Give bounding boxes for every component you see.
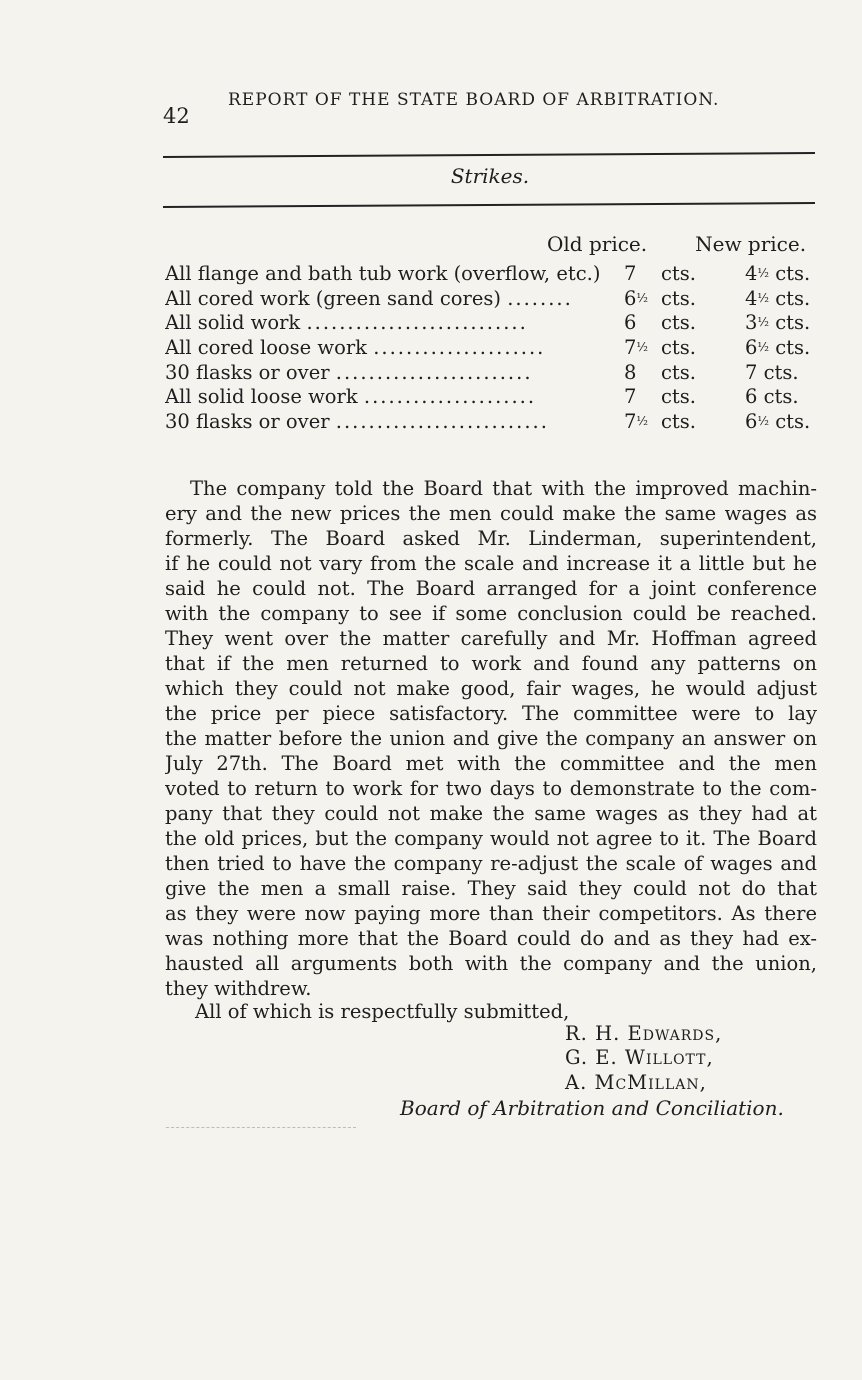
old-price-fraction: ½: [636, 290, 649, 305]
paragraph-line: that if the men returned to work and found any patterns on: [165, 652, 817, 675]
print-smudge: [166, 1127, 356, 1128]
price-row: [165, 262, 820, 287]
new-price-value: [745, 361, 799, 384]
price-row-item: [165, 361, 620, 384]
old-price-unit: cts.: [661, 262, 696, 285]
old-price-fraction: ½: [636, 414, 649, 429]
paragraph-line: the old prices, but the company would not agree to it. The Board: [165, 827, 817, 850]
price-row-item: [165, 311, 620, 334]
section-title: Strikes.: [450, 164, 530, 188]
signature-edwards: R. H. Edwards,: [565, 1022, 723, 1045]
price-row-item: [165, 287, 620, 310]
leader-dots: .....................: [373, 336, 546, 360]
new-price-unit: cts.: [775, 286, 811, 310]
new-price-unit: cts.: [763, 360, 799, 384]
paragraph-line: ery and the new prices the men could make the same wages as: [165, 502, 817, 525]
price-row: [165, 385, 820, 410]
new-price-value: [745, 336, 810, 359]
price-row-item-text: All cored work (green sand cores): [165, 286, 501, 310]
old-price-unit: cts.: [661, 286, 696, 310]
price-row-item-text: 30 flasks or over: [165, 360, 330, 384]
price-row: [165, 336, 820, 361]
paragraph-line: which they could not make good, fair wages, he would adjust: [165, 677, 817, 700]
old-price-whole: 7: [624, 336, 637, 360]
price-row: [165, 287, 820, 312]
paragraph-line: they withdrew.: [165, 977, 312, 1000]
paragraph-line: then tried to have the company re-adjust the scale of wages and: [165, 852, 817, 875]
price-row-item-text: All cored loose work: [165, 336, 367, 360]
leader-dots: ..........................: [335, 410, 549, 434]
old-price-value: [624, 311, 636, 334]
new-price-value: [745, 410, 810, 433]
paragraph-line: as they were now paying more than their competitors. As there: [165, 902, 817, 925]
old-price-unit: cts.: [661, 360, 696, 384]
price-row-item: [165, 336, 620, 359]
new-price-unit: cts.: [775, 311, 811, 335]
page-number: 42: [163, 104, 190, 128]
bottom-rule: [163, 202, 815, 208]
new-price-fraction: ½: [757, 315, 770, 330]
price-row-item: [165, 410, 620, 433]
old-price-value: [624, 385, 636, 408]
paragraph-line: the matter before the union and give the company an answer on: [165, 727, 817, 750]
price-row-item: [165, 262, 620, 285]
body-paragraph: [165, 476, 817, 1001]
leader-dots: ........................: [335, 360, 533, 384]
new-price-unit: cts.: [775, 410, 811, 434]
price-row: [165, 410, 820, 435]
paragraph-line: give the men a small raise. They said they could not do that: [165, 877, 817, 900]
old-price-whole: 7: [624, 385, 637, 409]
new-price-whole: 4: [745, 286, 758, 310]
signature-mcmillan: A. McMillan,: [565, 1071, 707, 1094]
new-price-heading: New price.: [695, 232, 807, 256]
leader-dots: ...........................: [306, 311, 528, 335]
old-price-whole: 6: [624, 311, 637, 335]
new-price-fraction: ½: [757, 414, 770, 429]
old-price-heading: Old price.: [547, 232, 648, 256]
new-price-unit: cts.: [775, 262, 811, 285]
new-price-fraction: ½: [757, 290, 770, 305]
paragraph-line: was nothing more that the Board could do and as they had ex-: [165, 927, 817, 950]
new-price-whole: 7: [745, 360, 758, 384]
old-price-whole: 7: [624, 410, 637, 434]
leader-dots: .....................: [363, 385, 537, 409]
old-price-whole: 6: [624, 286, 637, 310]
new-price-unit: cts.: [763, 385, 799, 409]
new-price-whole: 6: [745, 385, 758, 409]
signature-willott: G. E. Willott,: [565, 1046, 714, 1069]
old-price-value: [624, 361, 636, 384]
old-price-unit: cts.: [661, 311, 696, 335]
paragraph-line: formerly. The Board asked Mr. Linderman, superintendent,: [165, 527, 817, 550]
old-price-unit: cts.: [661, 385, 696, 409]
old-price-value: [624, 410, 648, 433]
old-price-value: [624, 262, 636, 285]
price-row-item-text: All solid loose work: [165, 385, 358, 409]
paragraph-line: They went over the matter carefully and Mr. Hoffman agreed: [165, 627, 817, 650]
old-price-unit: cts.: [661, 410, 696, 434]
new-price-value: [745, 287, 810, 310]
new-price-value: [745, 385, 799, 408]
price-table: [165, 262, 820, 435]
old-price-unit: cts.: [661, 336, 696, 360]
old-price-fraction: ½: [636, 340, 649, 355]
board-name: Board of Arbitration and Conciliation.: [400, 1096, 784, 1120]
paragraph-line: voted to return to work for two days to demonstrate to the com-: [165, 777, 817, 800]
new-price-unit: cts.: [775, 336, 811, 360]
paragraph-line: the price per piece satisfactory. The committee were to lay: [165, 702, 817, 725]
price-row-item-text: All solid work: [165, 311, 301, 335]
price-row-item-text: 30 flasks or over: [165, 410, 330, 434]
closing-line: All of which is respectfully submitted,: [195, 1000, 570, 1023]
old-price-whole: 8: [624, 360, 637, 384]
paragraph-line: hausted all arguments both with the company and the union,: [165, 952, 817, 975]
new-price-value: [745, 311, 810, 334]
paragraph-line: if he could not vary from the scale and increase it a little but he: [165, 552, 817, 575]
price-row: [165, 361, 820, 386]
old-price-value: [624, 287, 648, 310]
paragraph-line: with the company to see if some conclusion could be reached.: [165, 602, 817, 625]
price-table-header: [547, 232, 806, 256]
paragraph-line: said he could not. The Board arranged for a joint conference: [165, 577, 817, 600]
price-row: [165, 311, 820, 336]
leader-dots: ........: [507, 286, 573, 310]
new-price-whole: 4: [745, 262, 758, 285]
page-header: [163, 88, 818, 128]
new-price-whole: 3: [745, 311, 758, 335]
old-price-value: [624, 336, 648, 359]
new-price-whole: 6: [745, 410, 758, 434]
paragraph-line: The company told the Board that with the improved machin-: [190, 477, 817, 500]
top-rule: [163, 152, 815, 158]
paragraph-line: July 27th. The Board met with the committee and the men: [165, 752, 817, 775]
running-head: REPORT OF THE STATE BOARD OF ARBITRATION.: [228, 90, 720, 110]
old-price-whole: 7: [624, 262, 637, 285]
new-price-fraction: ½: [757, 266, 770, 280]
price-row-item-text: All flange and bath tub work (overflow, etc.): [165, 262, 601, 285]
price-row-item: [165, 385, 620, 408]
new-price-whole: 6: [745, 336, 758, 360]
new-price-value: [745, 262, 810, 285]
new-price-fraction: ½: [757, 340, 770, 355]
paragraph-line: pany that they could not make the same wages as they had at: [165, 802, 817, 825]
